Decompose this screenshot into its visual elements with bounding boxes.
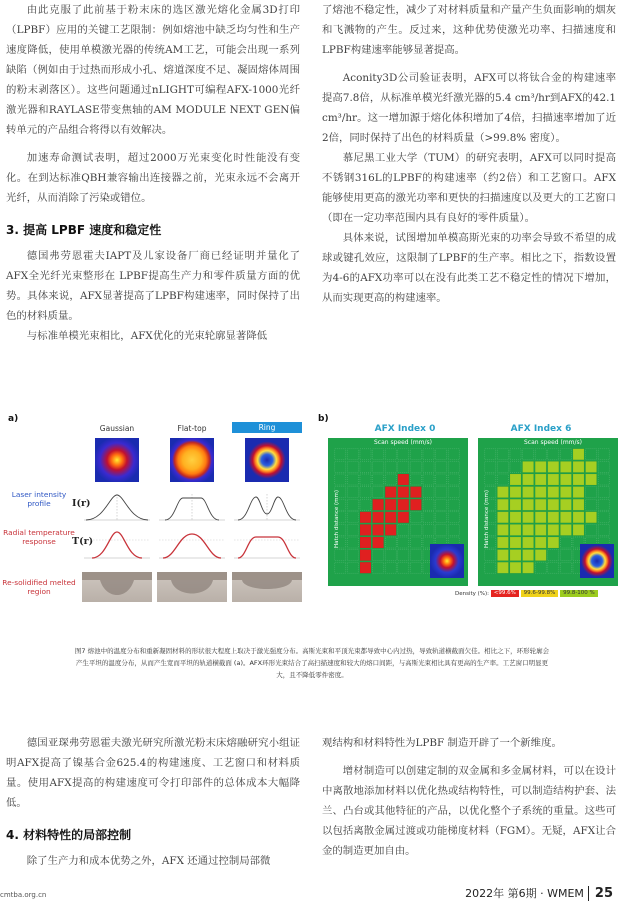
map-cell bbox=[410, 487, 421, 498]
legend-label: Density (%): bbox=[455, 591, 490, 597]
map0-ylabel: Hatch distance (mm) bbox=[334, 490, 340, 548]
map-cell bbox=[347, 474, 358, 485]
panel-a-label: a) bbox=[8, 414, 19, 424]
map-cell bbox=[586, 512, 597, 523]
map-cell bbox=[510, 524, 521, 535]
map-cell bbox=[373, 512, 384, 523]
paragraph: 德国亚琛弗劳恩霍夫激光研究所激光粉末床熔融研究小组证明AFX提高了镍基合金625.4的构建速度、工艺窗口和材料质量。使用AFX提高的构建速度可令打印部件的总体成本大幅降低。 bbox=[6, 737, 300, 809]
map-cell bbox=[360, 562, 371, 573]
map-cell bbox=[510, 499, 521, 510]
symbol-temperature: T(r) bbox=[72, 536, 94, 547]
map-cell bbox=[398, 524, 409, 535]
map-cell bbox=[510, 550, 521, 561]
map-cell bbox=[436, 461, 447, 472]
text-column-right-top bbox=[322, 0, 616, 308]
map-cell bbox=[448, 449, 459, 460]
map-cell bbox=[510, 537, 521, 548]
map-cell bbox=[373, 550, 384, 561]
paragraph: 了熔池不稳定性，减少了对材料质量和产量产生负面影响的烟灰和飞溅物的产生。反过来，这种优势使激光功率、扫描速度和LPBF构建速率能够显著提高。 bbox=[322, 4, 616, 56]
map-cell bbox=[548, 550, 559, 561]
figure-caption: 图7 熔池中的温度分布和重新凝固材料的形状很大程度上取决于激光强度分布。高斯光束和平顶光束都导致中心内过热，导致轨道横截面欠佳。相比之下，环形轮廓会产生平坦的温度分布，从而产生宽而平坦的轨道横截面 (a)。AFX环形光束结合了高扫描速度和较大的熔口间距，与高斯光束相比具有更高的生产率。工艺窗口明显更大，且不降低零件密度。 bbox=[74, 647, 550, 679]
map-cell bbox=[485, 461, 496, 472]
map-cell bbox=[573, 487, 584, 498]
map-cell bbox=[560, 487, 571, 498]
map-cell bbox=[573, 499, 584, 510]
map-cell bbox=[360, 537, 371, 548]
flat-top-intensity-map bbox=[170, 438, 214, 482]
map-cell bbox=[548, 562, 559, 573]
col-title-ring: Ring bbox=[232, 422, 302, 433]
map-cell bbox=[448, 524, 459, 535]
map-cell bbox=[347, 499, 358, 510]
map-cell bbox=[410, 461, 421, 472]
map-cell bbox=[410, 537, 421, 548]
map-cell bbox=[360, 487, 371, 498]
map-cell bbox=[398, 474, 409, 485]
map-cell bbox=[598, 524, 609, 535]
map-cell bbox=[347, 537, 358, 548]
map-cell bbox=[497, 461, 508, 472]
map-cell bbox=[448, 474, 459, 485]
map-cell bbox=[510, 562, 521, 573]
map-cell bbox=[586, 449, 597, 460]
map-cell bbox=[347, 524, 358, 535]
panel-b-label: b) bbox=[318, 414, 329, 424]
map-cell bbox=[360, 474, 371, 485]
map-cell bbox=[398, 512, 409, 523]
map-cell bbox=[523, 537, 534, 548]
map-cell bbox=[385, 537, 396, 548]
map-title-index-6: AFX Index 6 bbox=[510, 424, 572, 434]
map-cell bbox=[510, 487, 521, 498]
map-cell bbox=[586, 474, 597, 485]
map-cell bbox=[373, 487, 384, 498]
map-cell bbox=[410, 512, 421, 523]
map-cell bbox=[598, 499, 609, 510]
page-number: 25 bbox=[588, 886, 613, 901]
paragraph: 与标准单模光束相比，AFX优化的光束轮廓显著降低 bbox=[26, 330, 268, 342]
paragraph: Aconity3D公司验证表明，AFX可以将钛合金的构建速率提高7.8倍，从标准单模光纤激光器的5.4 cm³/hr到AFX的42.1 cm³/hr。这一增加源于熔化体积增加了4倍，扫描速率增加了近2倍，同时保持了出色的材料质量（>99.8% 密度）。 bbox=[322, 72, 616, 144]
map-cell bbox=[398, 449, 409, 460]
text-column-right-bottom bbox=[322, 733, 616, 861]
row-label-intensity: Laser intensity profile bbox=[11, 490, 67, 508]
map-cell bbox=[398, 550, 409, 561]
map-cell bbox=[347, 512, 358, 523]
map-cell bbox=[523, 512, 534, 523]
map-cell bbox=[535, 461, 546, 472]
map-cell bbox=[448, 512, 459, 523]
map-cell bbox=[497, 512, 508, 523]
map-cell bbox=[560, 474, 571, 485]
map-cell bbox=[586, 461, 597, 472]
map-cell bbox=[347, 550, 358, 561]
map-cell bbox=[535, 524, 546, 535]
map-cell bbox=[510, 474, 521, 485]
map-cell bbox=[598, 487, 609, 498]
ring-profile-chart bbox=[232, 492, 302, 522]
text-column-left-bottom bbox=[6, 733, 300, 871]
map-cell bbox=[560, 461, 571, 472]
map-cell bbox=[560, 449, 571, 460]
map-cell bbox=[573, 512, 584, 523]
paragraph: 德国弗劳恩霍夫IAPT及儿家设备厂商已经证明并量化了AFX全光纤光束整形在 LPBF提高生产力和零件质量方面的优势。具体来说，AFX显著提高了LPBF构建速率，同时保持了出色的材料质量。 bbox=[6, 250, 300, 322]
map-cell bbox=[410, 524, 421, 535]
section-heading-4: 4. 材料特性的局部控制 bbox=[6, 828, 132, 842]
symbol-intensity: I(r) bbox=[72, 498, 91, 509]
figure-7 bbox=[0, 408, 623, 628]
map-cell bbox=[360, 550, 371, 561]
map-cell bbox=[436, 487, 447, 498]
map-cell bbox=[485, 550, 496, 561]
row-label-temperature: Radial temperature response bbox=[3, 528, 75, 546]
paragraph: 除了生产力和成本优势之外，AFX 还通过控制局部微 bbox=[26, 855, 271, 867]
map-cell bbox=[560, 499, 571, 510]
map-cell bbox=[535, 499, 546, 510]
map-cell bbox=[436, 474, 447, 485]
map-cell bbox=[385, 487, 396, 498]
map6-xlabel: Scan speed (mm/s) bbox=[523, 439, 583, 446]
map-cell bbox=[497, 562, 508, 573]
map-cell bbox=[523, 524, 534, 535]
density-legend bbox=[455, 590, 598, 597]
ring-intensity-map bbox=[245, 438, 289, 482]
footer-issue bbox=[465, 885, 613, 901]
map-cell bbox=[347, 449, 358, 460]
map-cell bbox=[497, 474, 508, 485]
map-cell bbox=[448, 487, 459, 498]
map-cell bbox=[485, 562, 496, 573]
paragraph: 具体来说，试图增加单模高斯光束的功率会导致不希望的成球或键孔效应，这限制了LPBF的生产率。相比之下，指数设置为4-6的AFX功率可以在没有此类工艺不稳定性的情况下增加，从而实现更高的构建速率。 bbox=[322, 232, 616, 304]
map-cell bbox=[598, 461, 609, 472]
map-cell bbox=[560, 562, 571, 573]
map-cell bbox=[436, 449, 447, 460]
map-cell bbox=[535, 562, 546, 573]
map-cell bbox=[497, 537, 508, 548]
map-cell bbox=[385, 449, 396, 460]
map-cell bbox=[573, 461, 584, 472]
map-cell bbox=[385, 550, 396, 561]
map-cell bbox=[485, 474, 496, 485]
col-title-gaussian: Gaussian bbox=[99, 424, 135, 433]
map-cell bbox=[410, 562, 421, 573]
map-cell bbox=[385, 474, 396, 485]
map-cell bbox=[510, 512, 521, 523]
gaussian-profile-chart bbox=[82, 492, 152, 522]
gaussian-temperature-chart bbox=[82, 530, 152, 560]
map-cell bbox=[523, 562, 534, 573]
paragraph: 慕尼黑工业大学（TUM）的研究表明，AFX可以同时提高不锈钢316L的LPBF的构建速率（约2倍）和工艺窗口。AFX 能够使用更高的激光功率和更快的扫描速度以及更大的工艺窗口（即在一定功率范围内具有良好的零件质量）。 bbox=[322, 152, 616, 224]
map-cell bbox=[448, 499, 459, 510]
map-cell bbox=[448, 461, 459, 472]
map-cell bbox=[360, 449, 371, 460]
map-cell bbox=[598, 449, 609, 460]
map-cell bbox=[410, 449, 421, 460]
map-cell bbox=[373, 474, 384, 485]
map-cell bbox=[423, 461, 434, 472]
map-cell bbox=[535, 512, 546, 523]
flat-top-profile-chart bbox=[157, 492, 227, 522]
map-cell bbox=[423, 449, 434, 460]
map-cell bbox=[398, 562, 409, 573]
map-cell bbox=[373, 562, 384, 573]
map-cell bbox=[335, 461, 346, 472]
map-cell bbox=[485, 449, 496, 460]
ring-temperature-chart bbox=[232, 530, 302, 560]
map-cell bbox=[560, 537, 571, 548]
text-column-left-top bbox=[6, 0, 300, 346]
map-cell bbox=[560, 524, 571, 535]
map-cell bbox=[548, 512, 559, 523]
map-cell bbox=[436, 512, 447, 523]
map-cell bbox=[573, 449, 584, 460]
map6-ylabel: Hatch distance (mm) bbox=[484, 490, 490, 548]
map-cell bbox=[423, 487, 434, 498]
map-cell bbox=[535, 474, 546, 485]
map-cell bbox=[510, 449, 521, 460]
gaussian-beam-inset bbox=[430, 544, 464, 578]
map-cell bbox=[360, 461, 371, 472]
map-cell bbox=[385, 512, 396, 523]
footer-issue-text: 2022年 第6期 · WMEM bbox=[465, 887, 584, 900]
map-cell bbox=[548, 461, 559, 472]
map-cell bbox=[548, 474, 559, 485]
ring-melt-micrograph bbox=[232, 572, 302, 602]
map-cell bbox=[548, 499, 559, 510]
map-cell bbox=[523, 487, 534, 498]
map-cell bbox=[510, 461, 521, 472]
paragraph: 加速寿命测试表明，超过2000万光束变化时性能没有变化。在到达标准QBH兼容输出连接器之前，光束永远不会离开光纤，从而消除了污染或错位。 bbox=[6, 152, 300, 204]
map-cell bbox=[497, 449, 508, 460]
map-cell bbox=[398, 461, 409, 472]
legend-item-mid: 99.6-99.8% bbox=[521, 590, 559, 597]
map-cell bbox=[360, 524, 371, 535]
map-cell bbox=[497, 487, 508, 498]
map-cell bbox=[385, 562, 396, 573]
map-cell bbox=[497, 550, 508, 561]
map-cell bbox=[335, 562, 346, 573]
map-cell bbox=[335, 449, 346, 460]
map-cell bbox=[398, 537, 409, 548]
gaussian-melt-micrograph bbox=[82, 572, 152, 602]
paragraph: 观结构和材料特性为LPBF 制造开辟了一个新维度。 bbox=[322, 737, 562, 749]
map-cell bbox=[335, 550, 346, 561]
map-cell bbox=[523, 550, 534, 561]
map-cell bbox=[548, 487, 559, 498]
map-cell bbox=[560, 550, 571, 561]
map-title-index-0: AFX Index 0 bbox=[374, 424, 436, 434]
gaussian-intensity-map bbox=[95, 438, 139, 482]
map-cell bbox=[423, 499, 434, 510]
map-cell bbox=[347, 461, 358, 472]
map-cell bbox=[360, 512, 371, 523]
map-cell bbox=[598, 474, 609, 485]
map-cell bbox=[598, 512, 609, 523]
map-cell bbox=[497, 499, 508, 510]
map-cell bbox=[586, 524, 597, 535]
map-cell bbox=[535, 537, 546, 548]
map-cell bbox=[548, 524, 559, 535]
map-cell bbox=[586, 487, 597, 498]
map-cell bbox=[535, 487, 546, 498]
flat-top-temperature-chart bbox=[157, 530, 227, 560]
map-cell bbox=[385, 524, 396, 535]
map-cell bbox=[523, 499, 534, 510]
map-cell bbox=[573, 474, 584, 485]
map-cell bbox=[497, 524, 508, 535]
map-cell bbox=[573, 524, 584, 535]
map-cell bbox=[360, 499, 371, 510]
map-cell bbox=[385, 461, 396, 472]
map-cell bbox=[423, 512, 434, 523]
map-cell bbox=[436, 524, 447, 535]
section-heading-3: 3. 提高 LPBF 速度和稳定性 bbox=[6, 223, 162, 237]
paragraph: 由此克服了此前基于粉末床的选区激光熔化金属3D打印（LPBF）应用的关键工艺限制：例如熔池中缺乏均匀性和生产速度降低，使用单模激光器的传统AM工艺，可能会出现一系列缺陷（例如由于过热而形成小孔、熔道深度不足、凝固熔体周围的粉末剥落区）。这些问题通过nLIGHT可编程AFX-1000光纤激光器和RAYLASE带变焦轴的AM MODULE NEXT GEN偏转单元的产品组合将得以有效解决。 bbox=[6, 4, 300, 136]
map-cell bbox=[423, 474, 434, 485]
map-cell bbox=[535, 449, 546, 460]
map-cell bbox=[410, 499, 421, 510]
map-cell bbox=[398, 499, 409, 510]
map-cell bbox=[410, 550, 421, 561]
flat-top-melt-micrograph bbox=[157, 572, 227, 602]
ring-beam-inset bbox=[580, 544, 614, 578]
col-title-flat-top: Flat-top bbox=[177, 424, 207, 433]
map-cell bbox=[347, 562, 358, 573]
map-cell bbox=[347, 487, 358, 498]
map-cell bbox=[373, 461, 384, 472]
legend-item-low: <99.6% bbox=[491, 590, 519, 597]
map-cell bbox=[548, 537, 559, 548]
map-cell bbox=[373, 449, 384, 460]
map-cell bbox=[535, 550, 546, 561]
map-cell bbox=[335, 474, 346, 485]
map-cell bbox=[586, 499, 597, 510]
map0-xlabel: Scan speed (mm/s) bbox=[373, 439, 433, 446]
map-cell bbox=[523, 474, 534, 485]
map-cell bbox=[410, 474, 421, 485]
map-cell bbox=[523, 461, 534, 472]
map-cell bbox=[373, 537, 384, 548]
map-cell bbox=[560, 512, 571, 523]
map-cell bbox=[548, 449, 559, 460]
map-cell bbox=[398, 487, 409, 498]
map-cell bbox=[423, 524, 434, 535]
map-cell bbox=[436, 499, 447, 510]
legend-item-high: 99.8-100 % bbox=[560, 590, 598, 597]
map-cell bbox=[523, 449, 534, 460]
footer-site: cmtba.org.cn bbox=[0, 891, 47, 899]
row-label-melted-region: Re-solidified melted region bbox=[2, 578, 76, 596]
map-cell bbox=[373, 524, 384, 535]
map-cell bbox=[385, 499, 396, 510]
paragraph: 增材制造可以创建定制的双金属和多金属材料，可以在设计中离散地添加材料以优化热或结构特性，可以制造结构护套、法兰、凸台或其他特征的产品，以优化整个子系统的重量。这些可以包括离散金属过渡或功能梯度材料（FGM）。无疑，AFX让合金的制造更加自由。 bbox=[322, 765, 616, 857]
map-cell bbox=[373, 499, 384, 510]
